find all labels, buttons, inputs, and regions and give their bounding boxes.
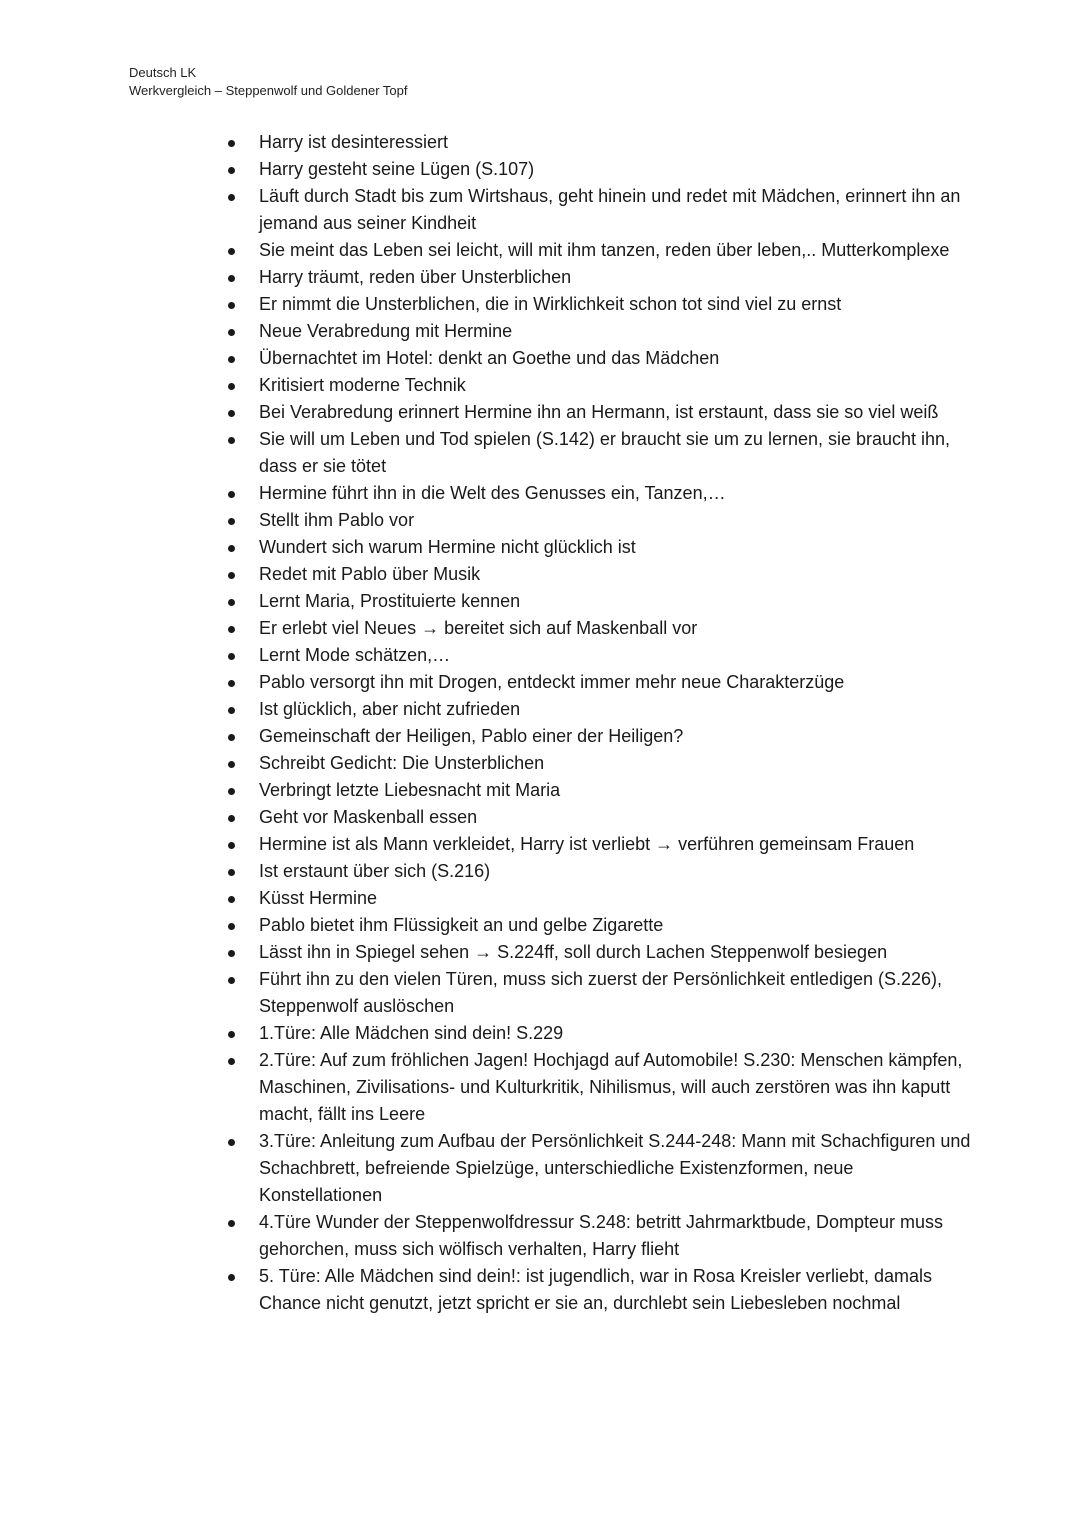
list-item xyxy=(259,1263,979,1317)
list-item xyxy=(259,480,979,507)
list-item xyxy=(259,912,979,939)
list-item xyxy=(259,507,979,534)
list-item-text: Er nimmt die Unsterblichen, die in Wirklichkeit schon tot sind viel zu ernst xyxy=(259,294,842,314)
list-item-text: Geht vor Maskenball essen xyxy=(259,807,478,827)
list-item xyxy=(259,534,979,561)
list-item-text: 5. Türe: Alle Mädchen sind dein!: ist jugendlich, war in Rosa Kreisler verliebt, damals Chance nicht genutzt, jetzt spricht er sie an, durchlebt sein Liebesleben nochmal xyxy=(259,1266,932,1313)
bullet-dot-icon xyxy=(228,626,235,633)
page-header xyxy=(129,64,407,100)
list-item xyxy=(259,696,979,723)
list-item-text: Lernt Mode schätzen,… xyxy=(259,645,451,665)
list-item-text: Kritisiert moderne Technik xyxy=(259,375,466,395)
bullet-dot-icon xyxy=(228,842,235,849)
list-item xyxy=(259,1128,979,1209)
list-item xyxy=(259,588,979,615)
bullet-dot-icon xyxy=(228,923,235,930)
bullet-dot-icon xyxy=(228,167,235,174)
list-item-text: Harry träumt, reden über Unsterblichen xyxy=(259,267,572,287)
bullet-dot-icon xyxy=(228,896,235,903)
bullet-dot-icon xyxy=(228,545,235,552)
list-item xyxy=(259,264,979,291)
bullet-dot-icon xyxy=(228,302,235,309)
bullet-dot-icon xyxy=(228,977,235,984)
bullet-dot-icon xyxy=(228,734,235,741)
list-item-text: 1.Türe: Alle Mädchen sind dein! S.229 xyxy=(259,1023,564,1043)
bullet-dot-icon xyxy=(228,140,235,147)
list-item xyxy=(259,642,979,669)
list-item-text: Pablo bietet ihm Flüssigkeit an und gelbe Zigarette xyxy=(259,915,664,935)
bullet-dot-icon xyxy=(228,275,235,282)
list-item-text: Hermine führt ihn in die Welt des Genusses ein, Tanzen,… xyxy=(259,483,726,503)
list-item xyxy=(259,804,979,831)
bullet-dot-icon xyxy=(228,815,235,822)
bullet-dot-icon xyxy=(228,950,235,957)
list-item-text: Bei Verabredung erinnert Hermine ihn an Hermann, ist erstaunt, dass sie so viel weiß xyxy=(259,402,939,422)
list-item-text: Läuft durch Stadt bis zum Wirtshaus, geht hinein und redet mit Mädchen, erinnert ihn an jemand aus seiner Kindheit xyxy=(259,186,961,233)
bullet-dot-icon xyxy=(228,1274,235,1281)
bullet-dot-icon xyxy=(228,491,235,498)
list-item xyxy=(259,372,979,399)
list-item-text: Hermine ist als Mann verkleidet, Harry ist verliebt → verführen gemeinsam Frauen xyxy=(259,834,915,854)
list-item-text: Wundert sich warum Hermine nicht glücklich ist xyxy=(259,537,636,557)
bullet-dot-icon xyxy=(228,356,235,363)
list-item-text: Neue Verabredung mit Hermine xyxy=(259,321,513,341)
bullet-dot-icon xyxy=(228,599,235,606)
bullet-dot-icon xyxy=(228,1058,235,1065)
list-item xyxy=(259,129,979,156)
list-item xyxy=(259,831,979,858)
bullet-dot-icon xyxy=(228,1031,235,1038)
bullet-list xyxy=(259,129,979,1317)
list-item xyxy=(259,399,979,426)
list-item xyxy=(259,561,979,588)
list-item xyxy=(259,291,979,318)
list-item xyxy=(259,1020,979,1047)
list-item xyxy=(259,966,979,1020)
list-item xyxy=(259,183,979,237)
list-item-text: Verbringt letzte Liebesnacht mit Maria xyxy=(259,780,561,800)
list-item xyxy=(259,858,979,885)
list-item xyxy=(259,615,979,642)
list-item-text: 3.Türe: Anleitung zum Aufbau der Persönlichkeit S.244-248: Mann mit Schachfiguren und Schachbrett, befreiende Spielzüge, unterschiedliche Existenzformen, neue Konstellationen xyxy=(259,1131,971,1205)
list-item-text: Schreibt Gedicht: Die Unsterblichen xyxy=(259,753,545,773)
bullet-dot-icon xyxy=(228,410,235,417)
list-item-text: Lässt ihn in Spiegel sehen → S.224ff, soll durch Lachen Steppenwolf besiegen xyxy=(259,942,888,962)
bullet-dot-icon xyxy=(228,437,235,444)
list-item xyxy=(259,1209,979,1263)
bullet-dot-icon xyxy=(228,788,235,795)
list-item-text: Küsst Hermine xyxy=(259,888,378,908)
bullet-dot-icon xyxy=(228,194,235,201)
list-item xyxy=(259,777,979,804)
bullet-dot-icon xyxy=(228,1139,235,1146)
list-item-text: Lernt Maria, Prostituierte kennen xyxy=(259,591,521,611)
list-item xyxy=(259,237,979,264)
list-item-text: Harry ist desinteressiert xyxy=(259,132,449,152)
list-item-text: Redet mit Pablo über Musik xyxy=(259,564,481,584)
document-subtitle: Werkvergleich – Steppenwolf und Goldener Topf xyxy=(129,83,408,98)
bullet-dot-icon xyxy=(228,572,235,579)
list-item-text: Harry gesteht seine Lügen (S.107) xyxy=(259,159,535,179)
list-item xyxy=(259,345,979,372)
list-item-text: Stellt ihm Pablo vor xyxy=(259,510,415,530)
course-title: Deutsch LK xyxy=(129,65,197,80)
list-item xyxy=(259,1047,979,1128)
bullet-dot-icon xyxy=(228,707,235,714)
bullet-dot-icon xyxy=(228,329,235,336)
list-item-text: Führt ihn zu den vielen Türen, muss sich zuerst der Persönlichkeit entledigen (S.226), Steppenwolf auslöschen xyxy=(259,969,943,1016)
list-item xyxy=(259,426,979,480)
list-item-text: Pablo versorgt ihn mit Drogen, entdeckt immer mehr neue Charakterzüge xyxy=(259,672,845,692)
bullet-dot-icon xyxy=(228,248,235,255)
list-item-text: Ist glücklich, aber nicht zufrieden xyxy=(259,699,521,719)
bullet-dot-icon xyxy=(228,383,235,390)
list-item xyxy=(259,723,979,750)
list-item xyxy=(259,156,979,183)
bullet-dot-icon xyxy=(228,1220,235,1227)
list-item-text: Ist erstaunt über sich (S.216) xyxy=(259,861,491,881)
bullet-dot-icon xyxy=(228,869,235,876)
bullet-dot-icon xyxy=(228,653,235,660)
list-item xyxy=(259,750,979,777)
bullet-dot-icon xyxy=(228,518,235,525)
list-item xyxy=(259,885,979,912)
list-item-text: Übernachtet im Hotel: denkt an Goethe und das Mädchen xyxy=(259,348,720,368)
list-item-text: 4.Türe Wunder der Steppenwolfdressur S.248: betritt Jahrmarktbude, Dompteur muss gehorchen, muss sich wölfisch verhalten, Harry flieht xyxy=(259,1212,943,1259)
list-item-text: Sie meint das Leben sei leicht, will mit ihm tanzen, reden über leben,.. Mutterkomplexe xyxy=(259,240,950,260)
list-item xyxy=(259,318,979,345)
list-item-text: Er erlebt viel Neues → bereitet sich auf Maskenball vor xyxy=(259,618,698,638)
list-item-text: 2.Türe: Auf zum fröhlichen Jagen! Hochjagd auf Automobile! S.230: Menschen kämpfen, Maschinen, Zivilisations- und Kulturkritik, Nihilismus, will auch zerstören was ihn kaputt macht, fällt ins Leere xyxy=(259,1050,963,1124)
bullet-dot-icon xyxy=(228,680,235,687)
list-item-text: Gemeinschaft der Heiligen, Pablo einer der Heiligen? xyxy=(259,726,684,746)
bullet-dot-icon xyxy=(228,761,235,768)
list-item-text: Sie will um Leben und Tod spielen (S.142) er braucht sie um zu lernen, sie braucht ihn, dass er sie tötet xyxy=(259,429,951,476)
list-item xyxy=(259,939,979,966)
list-item xyxy=(259,669,979,696)
